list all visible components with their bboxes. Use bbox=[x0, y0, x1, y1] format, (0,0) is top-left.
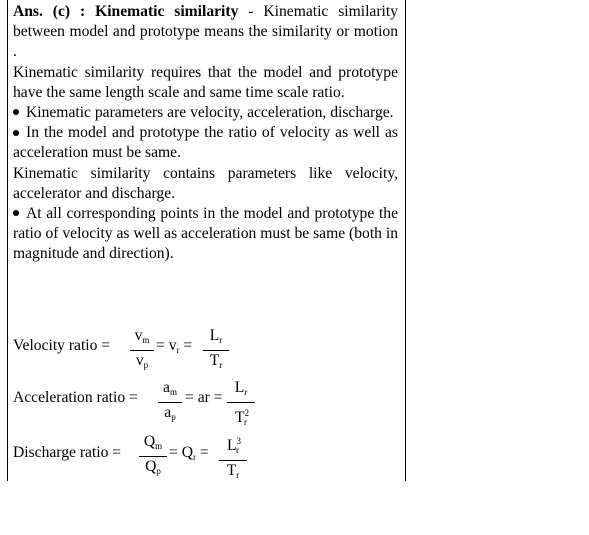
equation-label: Discharge ratio = bbox=[13, 444, 122, 461]
fraction: $v_m$ $v_p$ bbox=[130, 328, 154, 373]
discharge-ratio-equation bbox=[13, 433, 273, 479]
equation-label: Acceleration ratio = bbox=[13, 389, 138, 406]
bullet-text: At all corresponding points in the model and prototype the ratio of velocity as well as acceleration must be same (both in magnitude and direction). bbox=[13, 205, 398, 263]
equation-label: Velocity ratio = bbox=[13, 337, 111, 354]
answer-heading-rest: - Kinematic similarity between model and prototype means the similarity or motion . bbox=[13, 3, 398, 61]
bullet-icon bbox=[13, 210, 19, 216]
equation-middle: = ar = bbox=[185, 389, 223, 406]
answer-text bbox=[13, 2, 398, 265]
fraction: $a_m$ $a_p$ bbox=[158, 380, 182, 425]
bullet-icon bbox=[13, 109, 19, 115]
answer-heading: Ans. (c) : Kinematic similarity bbox=[13, 3, 239, 20]
bullet-item bbox=[13, 123, 398, 163]
bullet-item bbox=[13, 103, 398, 123]
fraction: $L^3_r$ $T_r$ bbox=[219, 433, 247, 483]
acceleration-ratio-equation bbox=[13, 379, 273, 427]
velocity-ratio-equation bbox=[13, 328, 273, 372]
fraction: $Q_m$ $Q_p$ bbox=[139, 434, 167, 479]
bullet-item bbox=[13, 204, 398, 265]
equation-middle: = $Q_r$ = bbox=[169, 444, 209, 462]
fraction: $L_r$ $T^2_r$ bbox=[227, 380, 255, 430]
parameters-paragraph: Kinematic similarity contains parameters like velocity, accelerator and discharge. bbox=[13, 164, 398, 202]
bullet-text: Kinematic parameters are velocity, acceleration, discharge. bbox=[26, 104, 394, 122]
requirement-paragraph: Kinematic similarity requires that the model and prototype have the same length scale and same time scale ratio. bbox=[13, 63, 398, 101]
fraction: $L_r$ $T_r$ bbox=[203, 328, 229, 373]
bullet-text: In the model and prototype the ratio of velocity as well as acceleration must be same. bbox=[13, 124, 398, 162]
bullet-icon bbox=[13, 130, 19, 136]
equation-middle: = $v_r$ = bbox=[156, 337, 193, 355]
answer-intro bbox=[13, 2, 398, 63]
